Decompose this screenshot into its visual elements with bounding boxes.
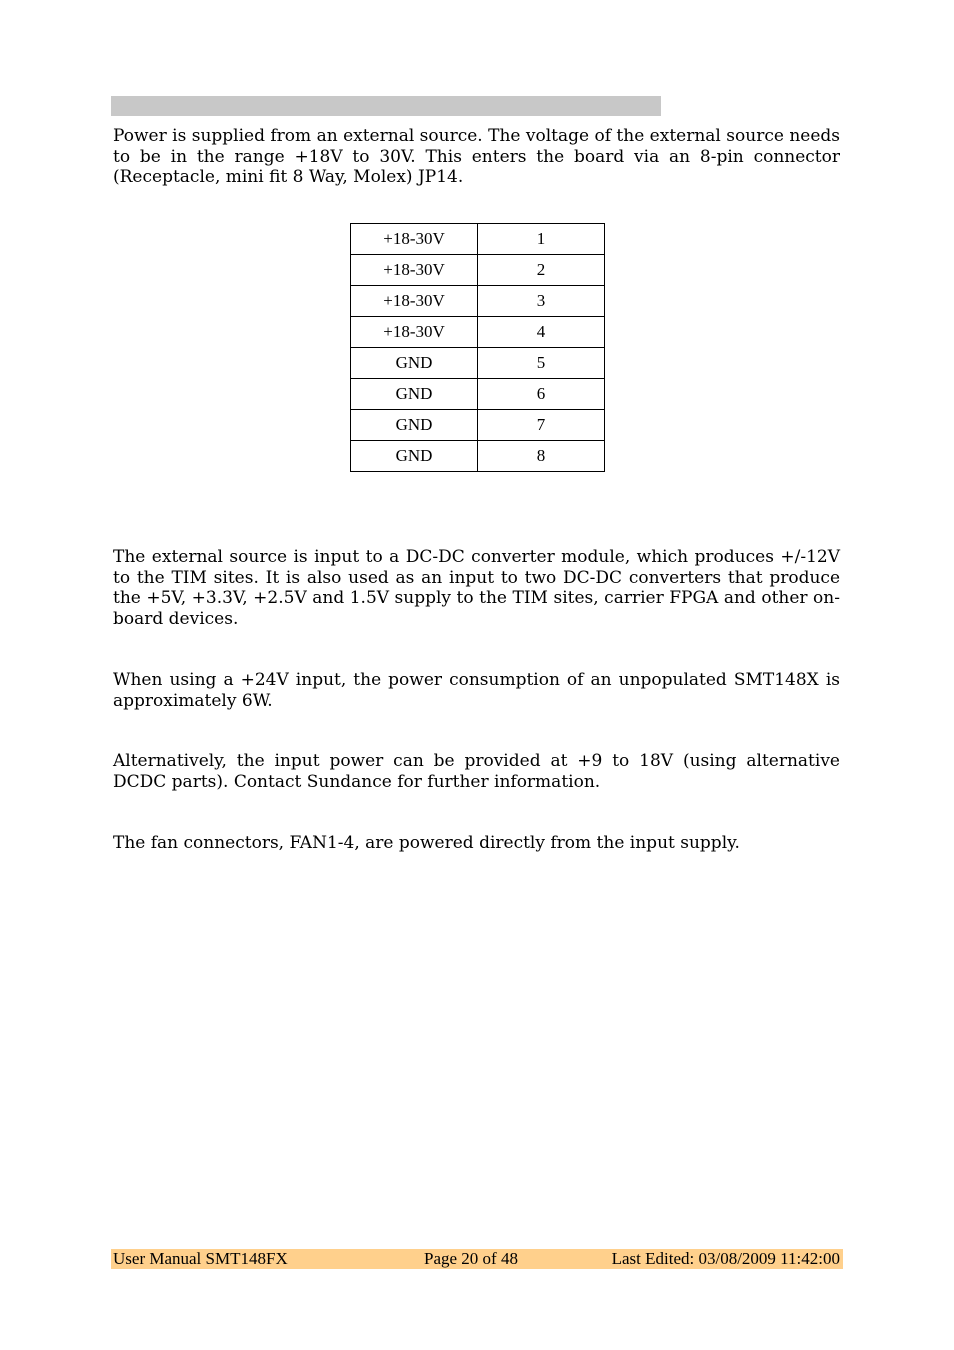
table-row: [351, 441, 605, 472]
table-row: [351, 224, 605, 255]
section-heading-bar: [111, 96, 661, 116]
signal-cell: GND: [351, 348, 478, 379]
pin-cell: 6: [478, 379, 605, 410]
page-footer: [111, 1249, 843, 1269]
signal-cell: +18-30V: [351, 317, 478, 348]
dcdc-paragraph: The external source is input to a DC-DC converter module, which produces +/-12V to the TIM sites. It is also used as an input to two DC-DC converters that produce the +5V, +3.3V, +2.5V and 1.5V supply to the TIM sites, carrier FPGA and other on-board devices.: [113, 547, 840, 630]
signal-cell: +18-30V: [351, 286, 478, 317]
intro-paragraph: Power is supplied from an external source. The voltage of the external source needs to be in the range +18V to 30V. This enters the board via an 8-pin connector (Receptacle, mini fit 8 Way, Molex) JP14.: [113, 126, 840, 188]
pin-cell: 1: [478, 224, 605, 255]
pin-cell: 7: [478, 410, 605, 441]
alternative-paragraph: Alternatively, the input power can be provided at +9 to 18V (using alternative DCDC parts). Contact Sundance for further information.: [113, 751, 840, 792]
table-row: [351, 317, 605, 348]
pin-cell: 3: [478, 286, 605, 317]
footer-last-edited: Last Edited: 03/08/2009 11:42:00: [611, 1249, 840, 1268]
connector-pin-table: [350, 223, 605, 472]
pin-cell: 8: [478, 441, 605, 472]
signal-cell: +18-30V: [351, 224, 478, 255]
footer-page-number: Page 20 of 48: [424, 1249, 518, 1268]
table-row: [351, 348, 605, 379]
fans-paragraph: The fan connectors, FAN1-4, are powered directly from the input supply.: [113, 833, 740, 853]
table-row: [351, 410, 605, 441]
pin-cell: 5: [478, 348, 605, 379]
pin-cell: 2: [478, 255, 605, 286]
footer-document-title: User Manual SMT148FX: [113, 1249, 288, 1268]
pin-cell: 4: [478, 317, 605, 348]
table-row: [351, 286, 605, 317]
signal-cell: +18-30V: [351, 255, 478, 286]
signal-cell: GND: [351, 379, 478, 410]
table-row: [351, 255, 605, 286]
signal-cell: GND: [351, 441, 478, 472]
table-row: [351, 379, 605, 410]
consumption-paragraph: When using a +24V input, the power consumption of an unpopulated SMT148X is approximately 6W.: [113, 670, 840, 711]
signal-cell: GND: [351, 410, 478, 441]
